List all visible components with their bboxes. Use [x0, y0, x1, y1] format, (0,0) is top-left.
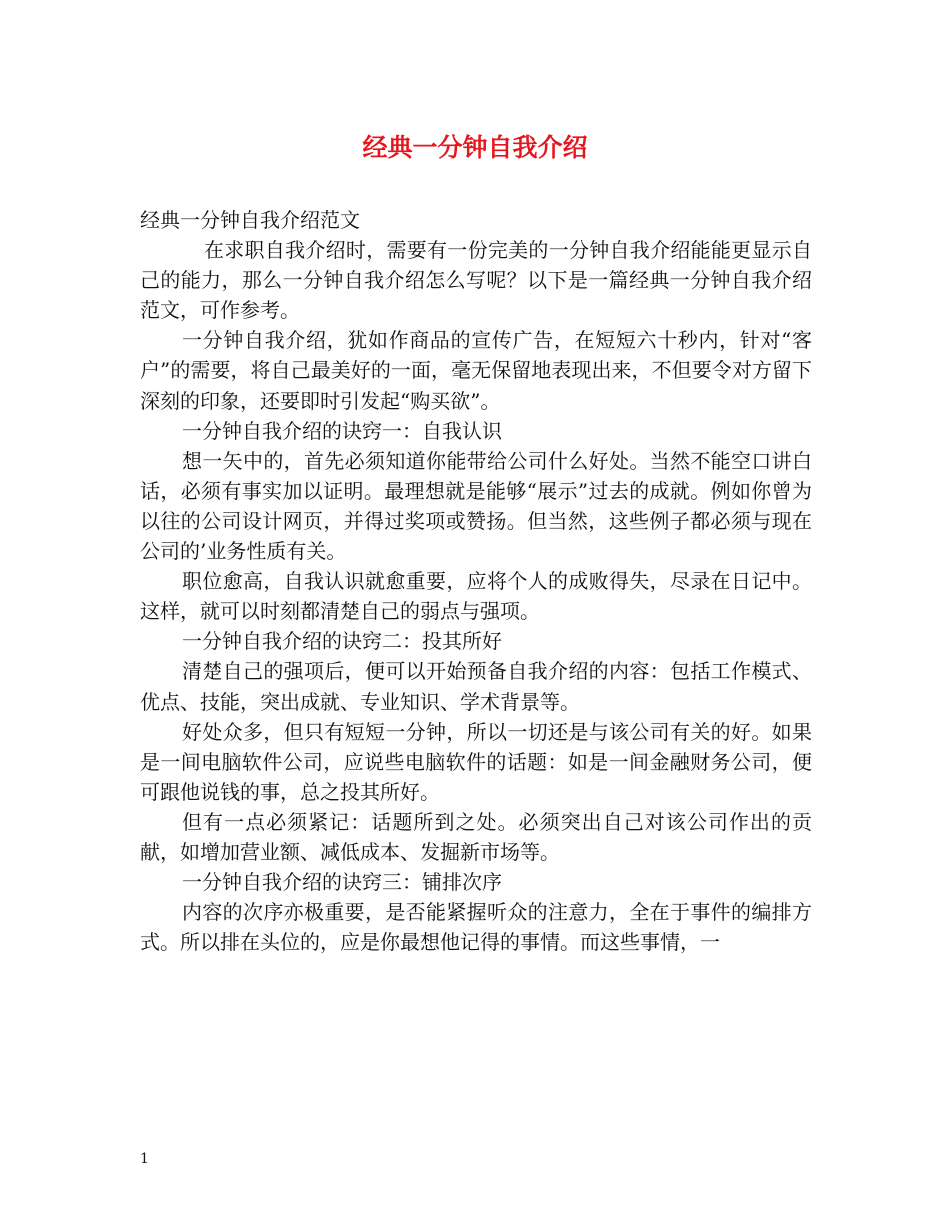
body-paragraph: 想一矢中的，首先必须知道你能带给公司什么好处。当然不能空口讲白话，必须有事实加以证明。最理想就是能够“展示”过去的成就。例如你曾为以往的公司设计网页，并得过奖项或赞扬。但当然，这些例子都必须与现在公司的’业务性质有关。	[140, 448, 812, 564]
body-paragraph: 清楚自己的强项后，便可以开始预备自我介绍的内容：包括工作模式、优点、技能，突出成就、专业知识、学术背景等。	[140, 659, 812, 714]
subtitle-paragraph: 经典一分钟自我介绍范文	[140, 208, 360, 232]
body-paragraph: 但有一点必须紧记：话题所到之处。必须突出自己对该公司作出的贡献，如增加营业额、减低成本、发掘新市场等。	[140, 809, 812, 864]
document-body	[140, 205, 812, 957]
body-paragraph: 一分钟自我介绍，犹如作商品的宣传广告，在短短六十秒内，针对“客户”的需要，将自己最美好的一面，毫无保留地表现出来，不但要令对方留下深刻的印象，还要即时引发起“购买欲”。	[140, 328, 812, 413]
section-heading: 一分钟自我介绍的诀窍三：铺排次序	[182, 870, 502, 895]
page-number: 1	[140, 1151, 149, 1167]
section-heading: 一分钟自我介绍的诀窍二：投其所好	[182, 629, 502, 654]
document-title: 经典一分钟自我介绍	[362, 133, 588, 162]
body-paragraph: 好处众多，但只有短短一分钟，所以一切还是与该公司有关的好。如果是一间电脑软件公司，应说些电脑软件的话题：如是一间金融财务公司，便可跟他说钱的事，总之投其所好。	[140, 719, 812, 804]
body-paragraph: 职位愈高，自我认识就愈重要，应将个人的成败得失，尽录在日记中。这样，就可以时刻都清楚自己的弱点与强项。	[140, 569, 812, 624]
body-paragraph: 内容的次序亦极重要，是否能紧握听众的注意力，全在于事件的编排方式。所以排在头位的，应是你最想他记得的事情。而这些事情，一	[140, 900, 812, 955]
section-heading: 一分钟自我介绍的诀窍一：自我认识	[182, 418, 502, 443]
intro-paragraph: 在求职自我介绍时，需要有一份完美的一分钟自我介绍能能更显示自己的能力，那么一分钟自我介绍怎么写呢？以下是一篇经典一分钟自我介绍范文，可作参考。	[140, 238, 812, 323]
